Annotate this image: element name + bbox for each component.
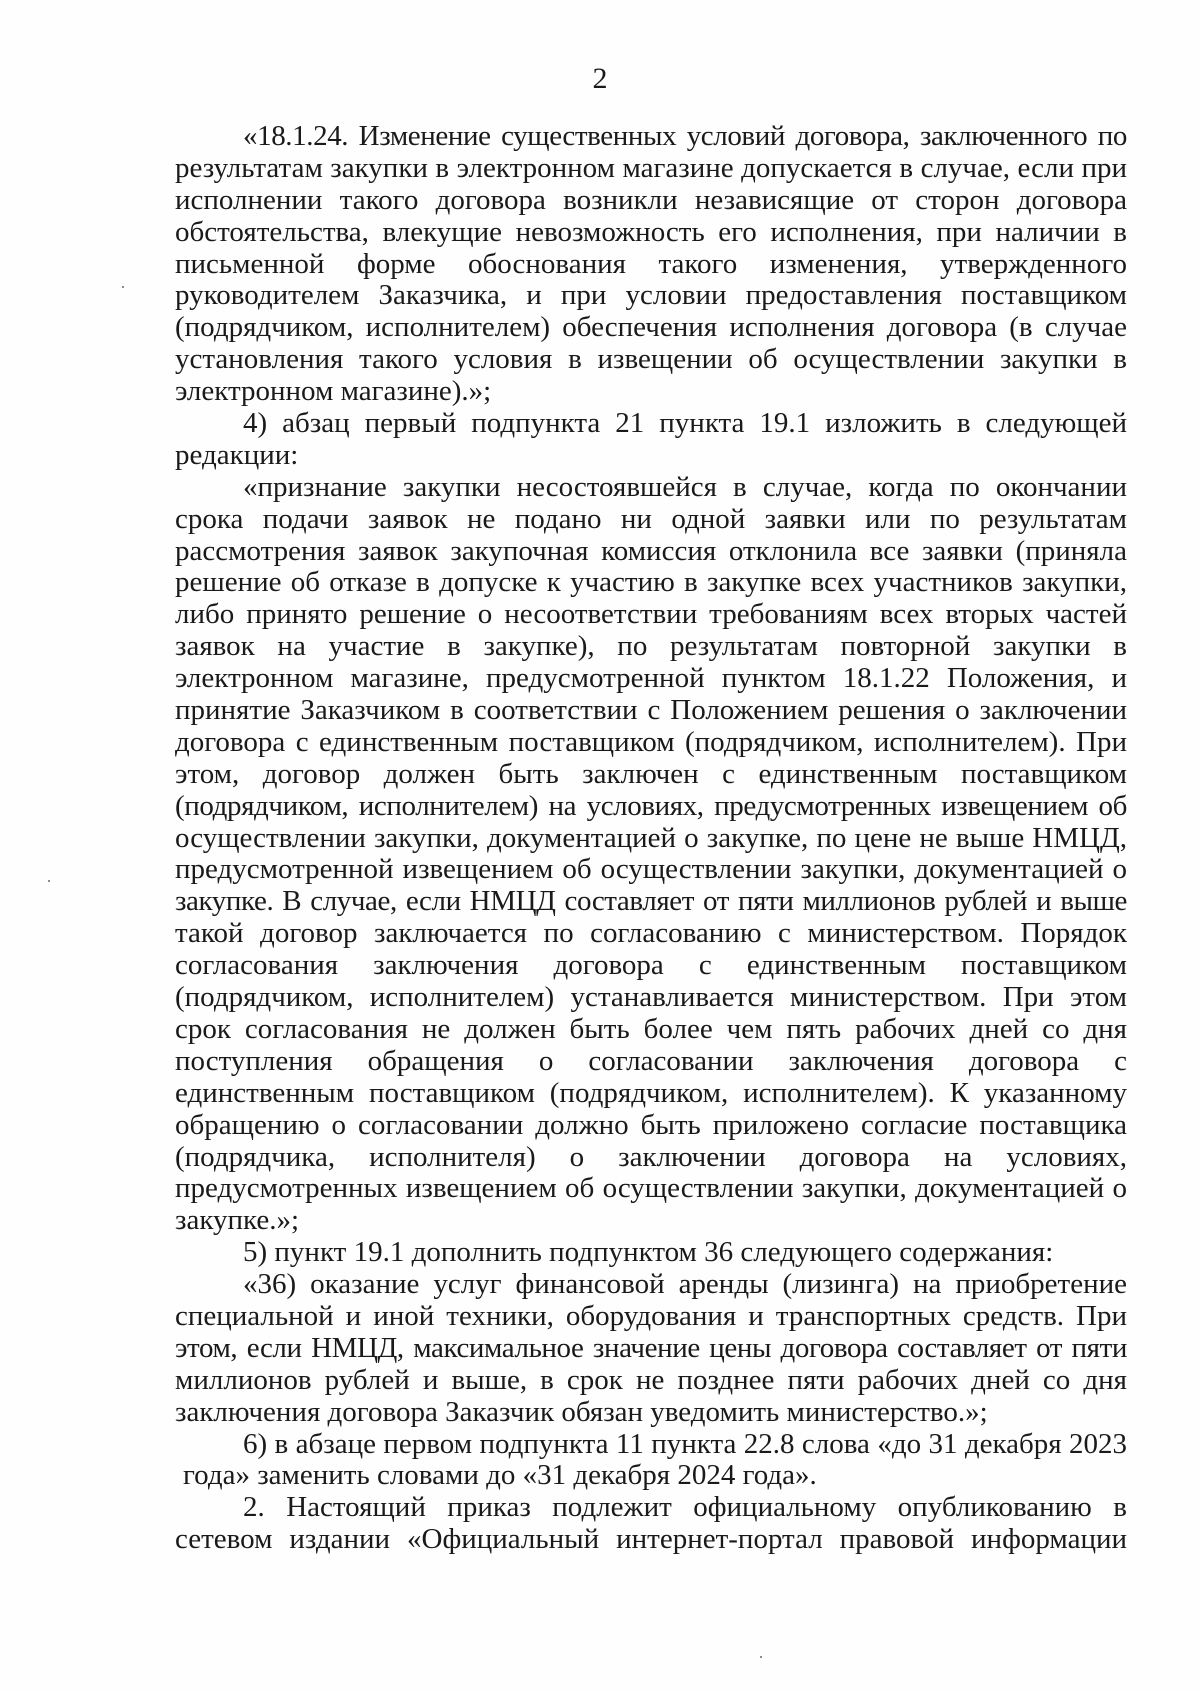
scan-speck xyxy=(48,880,50,882)
text-line: заключения договора Заказчик обязан уведомить министерство.»; xyxy=(175,1395,988,1428)
text-line: принятие Заказчиком в соответствии с Положением решения о заключении xyxy=(175,694,1127,727)
scan-speck xyxy=(122,286,124,288)
paragraph-18-1-24 xyxy=(175,121,1127,408)
text-line: договора с единственным поставщиком (подрядчиком, исполнителем). При xyxy=(175,725,1127,758)
document-body xyxy=(175,121,1127,1556)
text-line: срок согласования не должен быть более чем пять рабочих дней со дня xyxy=(175,1012,1127,1045)
text-line: письменной форме обоснования такого изменения, утвержденного xyxy=(175,247,1127,280)
paragraph-item-5 xyxy=(175,1237,1127,1269)
text-line: осуществлении закупки, документацией о закупке, по цене не выше НМЦД, xyxy=(175,821,1127,854)
text-line: решение об отказе в допуске к участию в закупке всех участников закупки, xyxy=(175,566,1127,599)
text-line: срока подачи заявок не подано ни одной заявки или по результатам xyxy=(175,502,1127,535)
text-line: обстоятельства, влекущие невозможность его исполнения, при наличии в xyxy=(175,215,1127,248)
text-line: закупке.»; xyxy=(175,1204,300,1237)
text-line: специальной и иной техники, оборудования и транспортных средств. При xyxy=(175,1299,1127,1332)
text-line: «18.1.24. Изменение существенных условий договора, заключенного по xyxy=(243,120,1127,152)
text-line: предусмотренной извещением об осуществлении закупки, документацией о xyxy=(175,853,1127,886)
paragraph-new-wording xyxy=(175,472,1127,1237)
paragraph-clause-2 xyxy=(175,1492,1127,1556)
text-line: (подрядчиком, исполнителем) устанавливается министерством. При этом xyxy=(175,981,1127,1014)
text-line: (подрядчиком, исполнителем) на условиях, предусмотренных извещением об xyxy=(175,789,1127,822)
text-line: 4) абзац первый подпункта 21 пункта 19.1 изложить в следующей xyxy=(243,407,1127,440)
paragraph-subitem-36 xyxy=(175,1269,1127,1428)
text-line: обращению о согласовании должно быть приложено согласие поставщика xyxy=(175,1108,1127,1141)
text-line: заявок на участие в закупке), по результатам повторной закупки в xyxy=(175,630,1127,663)
text-line: закупке. В случае, если НМЦД составляет от пяти миллионов рублей и выше xyxy=(175,885,1127,918)
text-line: 6) в абзаце первом подпункта 11 пункта 22.8 слова «до 31 декабря 2023 xyxy=(243,1427,1127,1460)
text-line: «признание закупки несостоявшейся в случае, когда по окончании xyxy=(243,470,1127,503)
text-line: согласования заключения договора с единственным поставщиком xyxy=(175,949,1127,982)
text-line: (подрядчика, исполнителя) о заключении договора на условиях, xyxy=(175,1140,1127,1173)
text-line: результатам закупки в электронном магазине допускается в случае, если при xyxy=(175,151,1127,184)
paragraph-item-4 xyxy=(175,408,1127,472)
scan-speck xyxy=(760,1656,762,1658)
text-line: года» заменить словами до «31 декабря 2024 года». xyxy=(183,1459,817,1492)
text-line: либо принято решение о несоответствии требованиям всех вторых частей xyxy=(175,598,1127,631)
text-line: исполнении такого договора возникли независящие от сторон договора xyxy=(175,183,1127,216)
text-line: руководителем Заказчика, и при условии предоставления поставщиком xyxy=(175,279,1127,312)
text-line: 5) пункт 19.1 дополнить подпунктом 36 следующего содержания: xyxy=(243,1236,1054,1269)
text-line: рассмотрения заявок закупочная комиссия отклонила все заявки (приняла xyxy=(175,534,1127,567)
text-line: 2. Настоящий приказ подлежит официальному опубликованию в xyxy=(243,1491,1127,1524)
text-line: единственным поставщиком (подрядчиком, исполнителем). К указанному xyxy=(175,1076,1127,1109)
paragraph-item-6 xyxy=(175,1429,1127,1493)
text-line: редакции: xyxy=(175,438,299,471)
text-line: «36) оказание услуг финансовой аренды (лизинга) на приобретение xyxy=(243,1268,1127,1301)
text-line: предусмотренных извещением об осуществлении закупки, документацией о xyxy=(175,1172,1127,1205)
text-line: поступления обращения о согласовании заключения договора с xyxy=(175,1044,1127,1077)
text-line: этом, если НМЦД, максимальное значение цены договора составляет от пяти xyxy=(175,1331,1127,1364)
text-line: установления такого условия в извещении об осуществлении закупки в xyxy=(175,343,1127,376)
text-line: такой договор заключается по согласованию с министерством. Порядок xyxy=(175,917,1127,950)
text-line: сетевом издании «Официальный интернет-портал правовой информации xyxy=(175,1523,1127,1556)
page-number: 2 xyxy=(592,62,608,95)
text-line: (подрядчиком, исполнителем) обеспечения исполнения договора (в случае xyxy=(175,311,1127,344)
text-line: миллионов рублей и выше, в срок не позднее пяти рабочих дней со дня xyxy=(175,1363,1127,1396)
text-line: этом, договор должен быть заключен с единственным поставщиком xyxy=(175,757,1127,790)
text-line: электронном магазине).»; xyxy=(175,375,492,408)
text-line: электронном магазине, предусмотренной пунктом 18.1.22 Положения, и xyxy=(175,662,1127,695)
